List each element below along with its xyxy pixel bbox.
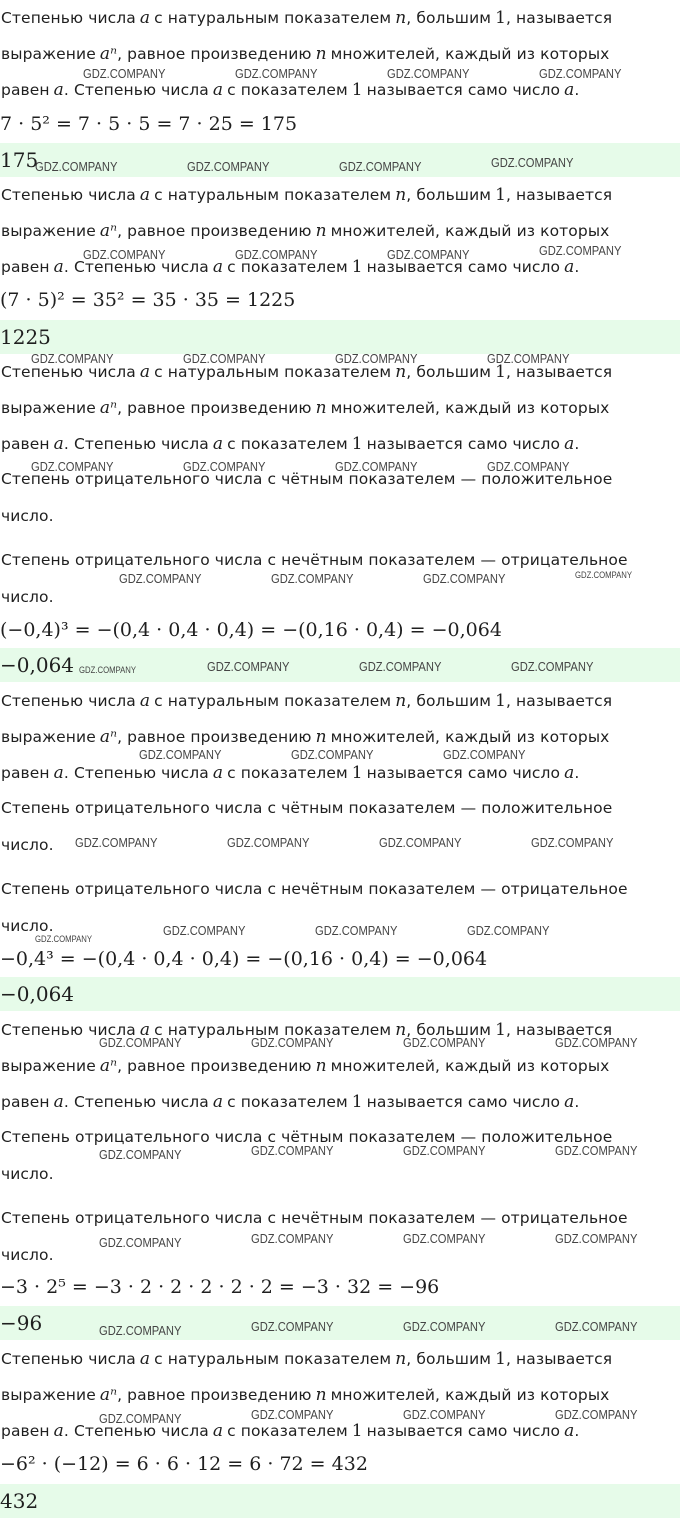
watermark-text: GDZ.COMPANY — [99, 1323, 182, 1338]
answer-box — [0, 1484, 680, 1518]
definition-text: Степенью числа — [1, 1350, 136, 1368]
definition-text: равен — [1, 1422, 50, 1440]
watermark-text: GDZ.COMPANY — [251, 1143, 334, 1158]
watermark-text: GDZ.COMPANY — [511, 659, 594, 674]
math-symbol: a — [53, 80, 64, 100]
definition-line — [1, 691, 612, 711]
watermark-text: GDZ.COMPANY — [99, 1235, 182, 1250]
definition-text: называется само число — [366, 1422, 561, 1440]
definition-text: равен — [1, 81, 50, 99]
watermark-text: GDZ.COMPANY — [315, 923, 398, 938]
definition-text: называется само число — [366, 435, 561, 453]
even-rule-line — [1, 1164, 54, 1184]
watermark-text: GDZ.COMPANY — [235, 247, 318, 262]
watermark-text: GDZ.COMPANY — [575, 570, 633, 580]
watermark-text: GDZ.COMPANY — [183, 459, 266, 474]
watermark-text: GDZ.COMPANY — [467, 923, 550, 938]
math-symbol: a — [212, 80, 224, 100]
watermark-text: GDZ.COMPANY — [423, 571, 506, 586]
watermark-text: GDZ.COMPANY — [387, 247, 470, 262]
watermark-text: GDZ.COMPANY — [251, 1231, 334, 1246]
math-symbol: n — [315, 1056, 327, 1076]
math-symbol: a — [139, 185, 151, 205]
rule-text: Степень отрицательного числа с чётным показателем — положительное — [1, 799, 613, 817]
watermark-text: GDZ.COMPANY — [487, 459, 570, 474]
definition-text: , равное произведению — [117, 1386, 312, 1404]
definition-text: , равное произведению — [117, 1057, 312, 1075]
watermark-text: GDZ.COMPANY — [31, 351, 114, 366]
definition-text: называется само число — [366, 258, 561, 276]
watermark-text: GDZ.COMPANY — [555, 1035, 638, 1050]
math-symbol: 1 — [351, 1421, 363, 1441]
definition-text: с натуральным показателем — [154, 692, 392, 710]
rule-text: Степень отрицательного числа с нечётным показателем — отрицательное — [1, 551, 628, 569]
watermark-text: GDZ.COMPANY — [403, 1143, 486, 1158]
definition-text: , называется — [505, 1021, 613, 1039]
definition-text: , называется — [505, 363, 613, 381]
odd-rule-line — [1, 879, 628, 899]
definition-text: . Степенью числа — [63, 435, 209, 453]
watermark-text: GDZ.COMPANY — [227, 835, 310, 850]
math-symbol: a — [564, 1421, 575, 1441]
watermark-text: GDZ.COMPANY — [235, 66, 318, 81]
definition-line — [1, 44, 609, 64]
math-symbol: aⁿ — [99, 398, 118, 418]
rule-text: число. — [1, 588, 54, 606]
definition-text: , большим — [406, 363, 492, 381]
definition-text: , равное произведению — [117, 45, 312, 63]
watermark-text: GDZ.COMPANY — [75, 835, 158, 850]
answer-value: 432 — [0, 1489, 39, 1513]
definition-text: . — [574, 258, 580, 276]
definition-text: . Степенью числа — [63, 1093, 209, 1111]
definition-line — [1, 434, 579, 454]
watermark-text: GDZ.COMPANY — [187, 159, 270, 174]
watermark-text: GDZ.COMPANY — [291, 747, 374, 762]
math-symbol: a — [212, 1421, 224, 1441]
odd-rule-line — [1, 587, 54, 607]
math-symbol: 1 — [495, 1020, 506, 1040]
odd-rule-line — [1, 1245, 54, 1265]
definition-line — [1, 763, 579, 783]
math-symbol: a — [139, 1349, 151, 1369]
watermark-text: GDZ.COMPANY — [99, 1147, 182, 1162]
math-symbol: 1 — [495, 185, 506, 205]
math-symbol: n — [315, 44, 327, 64]
definition-text: Степенью числа — [1, 1021, 136, 1039]
watermark-text: GDZ.COMPANY — [555, 1143, 638, 1158]
definition-text: . — [574, 435, 580, 453]
math-symbol: n — [395, 8, 407, 28]
math-symbol: 1 — [351, 1092, 363, 1112]
math-symbol: n — [395, 1020, 407, 1040]
definition-text: с показателем — [227, 258, 348, 276]
math-symbol: 1 — [495, 691, 506, 711]
definition-text: Степенью числа — [1, 9, 136, 27]
definition-line — [1, 1421, 579, 1441]
solution-formula: 7 · 5² = 7 · 5 · 5 = 7 · 25 = 175 — [0, 113, 298, 135]
watermark-text: GDZ.COMPANY — [335, 459, 418, 474]
definition-text: множителей, каждый из которых — [330, 1057, 610, 1075]
math-symbol: aⁿ — [99, 727, 118, 747]
definition-text: . Степенью числа — [63, 1422, 209, 1440]
math-symbol: aⁿ — [99, 1385, 118, 1405]
math-symbol: n — [395, 185, 407, 205]
definition-text: выражение — [1, 222, 96, 240]
definition-text: с натуральным показателем — [154, 186, 392, 204]
math-symbol: 1 — [351, 80, 363, 100]
watermark-text: GDZ.COMPANY — [539, 243, 622, 258]
definition-text: выражение — [1, 399, 96, 417]
definition-text: равен — [1, 435, 50, 453]
definition-text: множителей, каждый из которых — [330, 222, 610, 240]
definition-text: с показателем — [227, 435, 348, 453]
definition-text: , большим — [406, 692, 492, 710]
definition-text: с показателем — [227, 81, 348, 99]
definition-text: , большим — [406, 1021, 492, 1039]
definition-line — [1, 1092, 579, 1112]
answer-value: −96 — [0, 1311, 43, 1335]
watermark-text: GDZ.COMPANY — [83, 66, 166, 81]
watermark-text: GDZ.COMPANY — [79, 665, 137, 675]
definition-text: с показателем — [227, 1093, 348, 1111]
definition-text: . Степенью числа — [63, 258, 209, 276]
math-symbol: n — [395, 362, 407, 382]
math-symbol: aⁿ — [99, 1056, 118, 1076]
definition-text: Степенью числа — [1, 186, 136, 204]
definition-text: с натуральным показателем — [154, 363, 392, 381]
rule-text: число. — [1, 1165, 54, 1183]
watermark-text: GDZ.COMPANY — [119, 571, 202, 586]
math-symbol: n — [395, 1349, 407, 1369]
answer-box — [0, 977, 680, 1011]
definition-text: множителей, каждый из которых — [330, 1386, 610, 1404]
rule-text: Степень отрицательного числа с чётным показателем — положительное — [1, 470, 613, 488]
math-symbol: a — [53, 257, 64, 277]
answer-box — [0, 320, 680, 354]
definition-text: , большим — [406, 9, 492, 27]
watermark-text: GDZ.COMPANY — [207, 659, 290, 674]
watermark-text: GDZ.COMPANY — [555, 1231, 638, 1246]
definition-line — [1, 1056, 609, 1076]
watermark-text: GDZ.COMPANY — [403, 1319, 486, 1334]
even-rule-line — [1, 835, 54, 855]
math-symbol: a — [53, 1421, 64, 1441]
definition-text: , называется — [505, 692, 613, 710]
definition-line — [1, 221, 609, 241]
rule-text: Степень отрицательного числа с нечётным показателем — отрицательное — [1, 1209, 628, 1227]
definition-text: , большим — [406, 186, 492, 204]
rule-text: число. — [1, 1246, 54, 1264]
definition-text: . — [574, 1093, 580, 1111]
definition-text: равен — [1, 258, 50, 276]
odd-rule-line — [1, 550, 628, 570]
watermark-text: GDZ.COMPANY — [339, 159, 422, 174]
even-rule-line — [1, 506, 54, 526]
watermark-text: GDZ.COMPANY — [487, 351, 570, 366]
definition-line — [1, 398, 609, 418]
answer-value: −0,064 — [0, 982, 75, 1006]
math-symbol: a — [53, 763, 64, 783]
definition-line — [1, 80, 579, 100]
watermark-text: GDZ.COMPANY — [271, 571, 354, 586]
watermark-text: GDZ.COMPANY — [99, 1035, 182, 1050]
math-symbol: n — [315, 727, 327, 747]
watermark-text: GDZ.COMPANY — [139, 747, 222, 762]
math-symbol: a — [564, 257, 575, 277]
definition-text: множителей, каждый из которых — [330, 399, 610, 417]
solution-formula: (7 · 5)² = 35² = 35 · 35 = 1225 — [0, 289, 296, 311]
watermark-text: GDZ.COMPANY — [555, 1407, 638, 1422]
rule-text: число. — [1, 917, 54, 935]
definition-text: называется само число — [366, 81, 561, 99]
watermark-text: GDZ.COMPANY — [555, 1319, 638, 1334]
definition-text: Степенью числа — [1, 363, 136, 381]
definition-text: . — [574, 1422, 580, 1440]
definition-text: выражение — [1, 1057, 96, 1075]
watermark-text: GDZ.COMPANY — [335, 351, 418, 366]
definition-text: . Степенью числа — [63, 81, 209, 99]
definition-text: множителей, каждый из которых — [330, 45, 610, 63]
watermark-text: GDZ.COMPANY — [403, 1035, 486, 1050]
rule-text: Степень отрицательного числа с чётным показателем — положительное — [1, 1128, 613, 1146]
watermark-text: GDZ.COMPANY — [251, 1035, 334, 1050]
watermark-text: GDZ.COMPANY — [31, 459, 114, 474]
math-symbol: aⁿ — [99, 221, 118, 241]
watermark-text: GDZ.COMPANY — [251, 1407, 334, 1422]
math-symbol: a — [53, 1092, 64, 1112]
solution-formula: −6² · (−12) = 6 · 6 · 12 = 6 · 72 = 432 — [0, 1453, 368, 1475]
watermark-text: GDZ.COMPANY — [251, 1319, 334, 1334]
math-symbol: a — [564, 1092, 575, 1112]
math-symbol: n — [395, 691, 407, 711]
math-symbol: a — [212, 434, 224, 454]
watermark-text: GDZ.COMPANY — [83, 247, 166, 262]
definition-text: Степенью числа — [1, 692, 136, 710]
definition-text: , равное произведению — [117, 222, 312, 240]
watermark-text: GDZ.COMPANY — [183, 351, 266, 366]
watermark-text: GDZ.COMPANY — [163, 923, 246, 938]
definition-text: , называется — [505, 9, 613, 27]
definition-text: . Степенью числа — [63, 764, 209, 782]
watermark-text: GDZ.COMPANY — [379, 835, 462, 850]
definition-text: выражение — [1, 45, 96, 63]
math-symbol: aⁿ — [99, 44, 118, 64]
watermark-text: GDZ.COMPANY — [387, 66, 470, 81]
watermark-text: GDZ.COMPANY — [491, 155, 574, 170]
definition-text: , равное произведению — [117, 399, 312, 417]
rule-text: число. — [1, 836, 54, 854]
definition-text: , большим — [406, 1350, 492, 1368]
math-symbol: a — [212, 763, 224, 783]
watermark-text: GDZ.COMPANY — [539, 66, 622, 81]
math-symbol: a — [139, 1020, 151, 1040]
math-symbol: 1 — [351, 763, 363, 783]
definition-line — [1, 1349, 612, 1369]
math-symbol: a — [139, 691, 151, 711]
definition-text: равен — [1, 764, 50, 782]
math-symbol: 1 — [495, 362, 506, 382]
odd-rule-line — [1, 1208, 628, 1228]
rule-text: число. — [1, 507, 54, 525]
definition-text: с показателем — [227, 1422, 348, 1440]
math-symbol: a — [139, 362, 151, 382]
definition-text: . — [574, 764, 580, 782]
definition-text: с показателем — [227, 764, 348, 782]
solution-formula: −3 · 2⁵ = −3 · 2 · 2 · 2 · 2 · 2 = −3 · 32 = −96 — [0, 1276, 440, 1298]
definition-text: , называется — [505, 186, 613, 204]
definition-text: . — [574, 81, 580, 99]
math-symbol: a — [564, 80, 575, 100]
even-rule-line — [1, 798, 612, 818]
definition-line — [1, 185, 612, 205]
math-symbol: a — [564, 434, 575, 454]
definition-text: с натуральным показателем — [154, 1021, 392, 1039]
math-symbol: 1 — [351, 434, 363, 454]
math-symbol: a — [212, 1092, 224, 1112]
definition-text: с натуральным показателем — [154, 1350, 392, 1368]
answer-value: 175 — [0, 148, 39, 172]
watermark-text: GDZ.COMPANY — [99, 1411, 182, 1426]
math-symbol: a — [53, 434, 64, 454]
watermark-text: GDZ.COMPANY — [403, 1231, 486, 1246]
watermark-text: GDZ.COMPANY — [35, 159, 118, 174]
math-symbol: 1 — [495, 1349, 506, 1369]
definition-text: называется само число — [366, 764, 561, 782]
solution-formula: (−0,4)³ = −(0,4 · 0,4 · 0,4) = −(0,16 · 0,4) = −0,064 — [0, 619, 502, 641]
definition-text: равен — [1, 1093, 50, 1111]
definition-text: выражение — [1, 728, 96, 746]
watermark-text: GDZ.COMPANY — [35, 934, 93, 944]
definition-line — [1, 1385, 609, 1405]
definition-text: выражение — [1, 1386, 96, 1404]
math-symbol: n — [315, 1385, 327, 1405]
math-symbol: 1 — [351, 257, 363, 277]
math-symbol: n — [315, 398, 327, 418]
definition-line — [1, 727, 609, 747]
math-symbol: a — [139, 8, 151, 28]
definition-text: множителей, каждый из которых — [330, 728, 610, 746]
math-symbol: a — [212, 257, 224, 277]
definition-text: называется само число — [366, 1093, 561, 1111]
definition-line — [1, 8, 612, 28]
watermark-text: GDZ.COMPANY — [443, 747, 526, 762]
math-symbol: n — [315, 221, 327, 241]
rule-text: Степень отрицательного числа с нечётным показателем — отрицательное — [1, 880, 628, 898]
definition-text: , равное произведению — [117, 728, 312, 746]
definition-text: с натуральным показателем — [154, 9, 392, 27]
math-symbol: a — [564, 763, 575, 783]
answer-value: 1225 — [0, 325, 51, 349]
watermark-text: GDZ.COMPANY — [359, 659, 442, 674]
answer-value: −0,064 — [0, 653, 75, 677]
watermark-text: GDZ.COMPANY — [531, 835, 614, 850]
solution-formula: −0,4³ = −(0,4 · 0,4 · 0,4) = −(0,16 · 0,4) = −0,064 — [0, 948, 488, 970]
definition-text: , называется — [505, 1350, 613, 1368]
math-symbol: 1 — [495, 8, 506, 28]
watermark-text: GDZ.COMPANY — [403, 1407, 486, 1422]
